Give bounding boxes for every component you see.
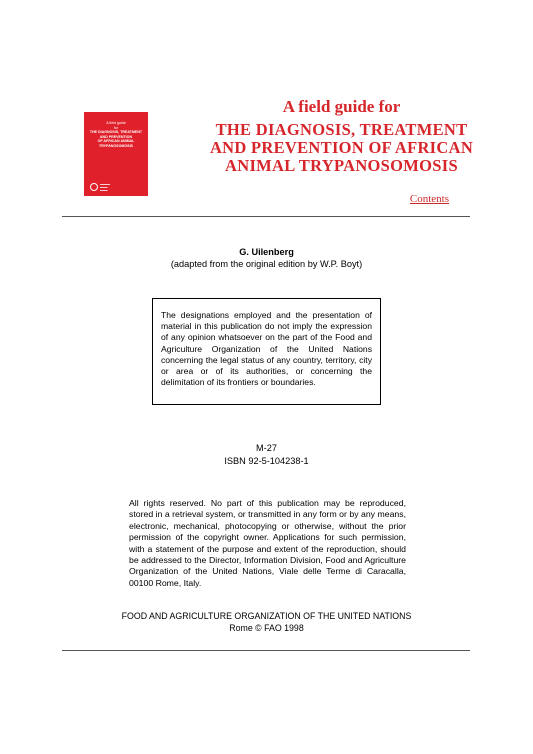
title-line-3: AND PREVENTION OF AFRICAN xyxy=(209,138,474,157)
rights-statement: All rights reserved. No part of this publication may be reproduced, stored in a retrieval system, or transmitted in any form or by any means, electronic, mechanical, photocopying or otherwise, without the prior permission of the copyright owner. Applications for such permission, with a statement of the purpose and extent of the reproduction, should be addressed to the Director, Information Division, Food and Agriculture Organization of the United Nations, Viale delle Terme di Caracalla, 00100 Rome, Italy. xyxy=(129,498,406,588)
bottom-divider xyxy=(62,650,470,651)
cover-line: A field guide xyxy=(106,121,126,125)
top-divider xyxy=(62,216,470,217)
cover-logo-text: ▬▬▬▬ ▬▬▬ ▬▬▬ xyxy=(100,183,110,192)
cover-line: AND PREVENTION xyxy=(99,134,133,139)
document-code: M-27 xyxy=(256,443,277,453)
adapted-note: (adapted from the original edition by W.P. Boyt) xyxy=(170,259,363,269)
isbn: ISBN 92-5-104238-1 xyxy=(224,456,309,466)
author-name: G. Uilenberg xyxy=(239,247,294,257)
title-line-1: A field guide for xyxy=(282,97,401,116)
cover-line: THE DIAGNOSIS, TREATMENT xyxy=(89,130,143,135)
cover-line: OF AFRICAN ANIMAL xyxy=(97,139,135,144)
disclaimer-text: The designations employed and the presentation of material in this publication do not imply the expression of any opinion whatsoever on the part of the Food and Agriculture Organization of the United Nations concerning the legal status of any country, territory, city or area or of its authorities, or concerning the delimitation of its frontiers or boundaries. xyxy=(161,310,372,388)
organization-name: FOOD AND AGRICULTURE ORGANIZATION OF THE UNITED NATIONS xyxy=(121,611,412,621)
disclaimer-box xyxy=(152,298,381,405)
place-year: Rome © FAO 1998 xyxy=(229,623,304,633)
contents-link[interactable]: Contents xyxy=(409,193,449,205)
fao-logo-icon xyxy=(90,183,98,191)
cover-thumbnail xyxy=(84,112,148,196)
title-line-4: ANIMAL TRYPANOSOMOSIS xyxy=(225,156,458,175)
title-line-2: THE DIAGNOSIS, TREATMENT xyxy=(215,120,468,139)
cover-line: for xyxy=(113,125,119,130)
cover-text xyxy=(87,121,145,149)
cover-line: TRYPANOSOMOSIS xyxy=(99,143,133,148)
